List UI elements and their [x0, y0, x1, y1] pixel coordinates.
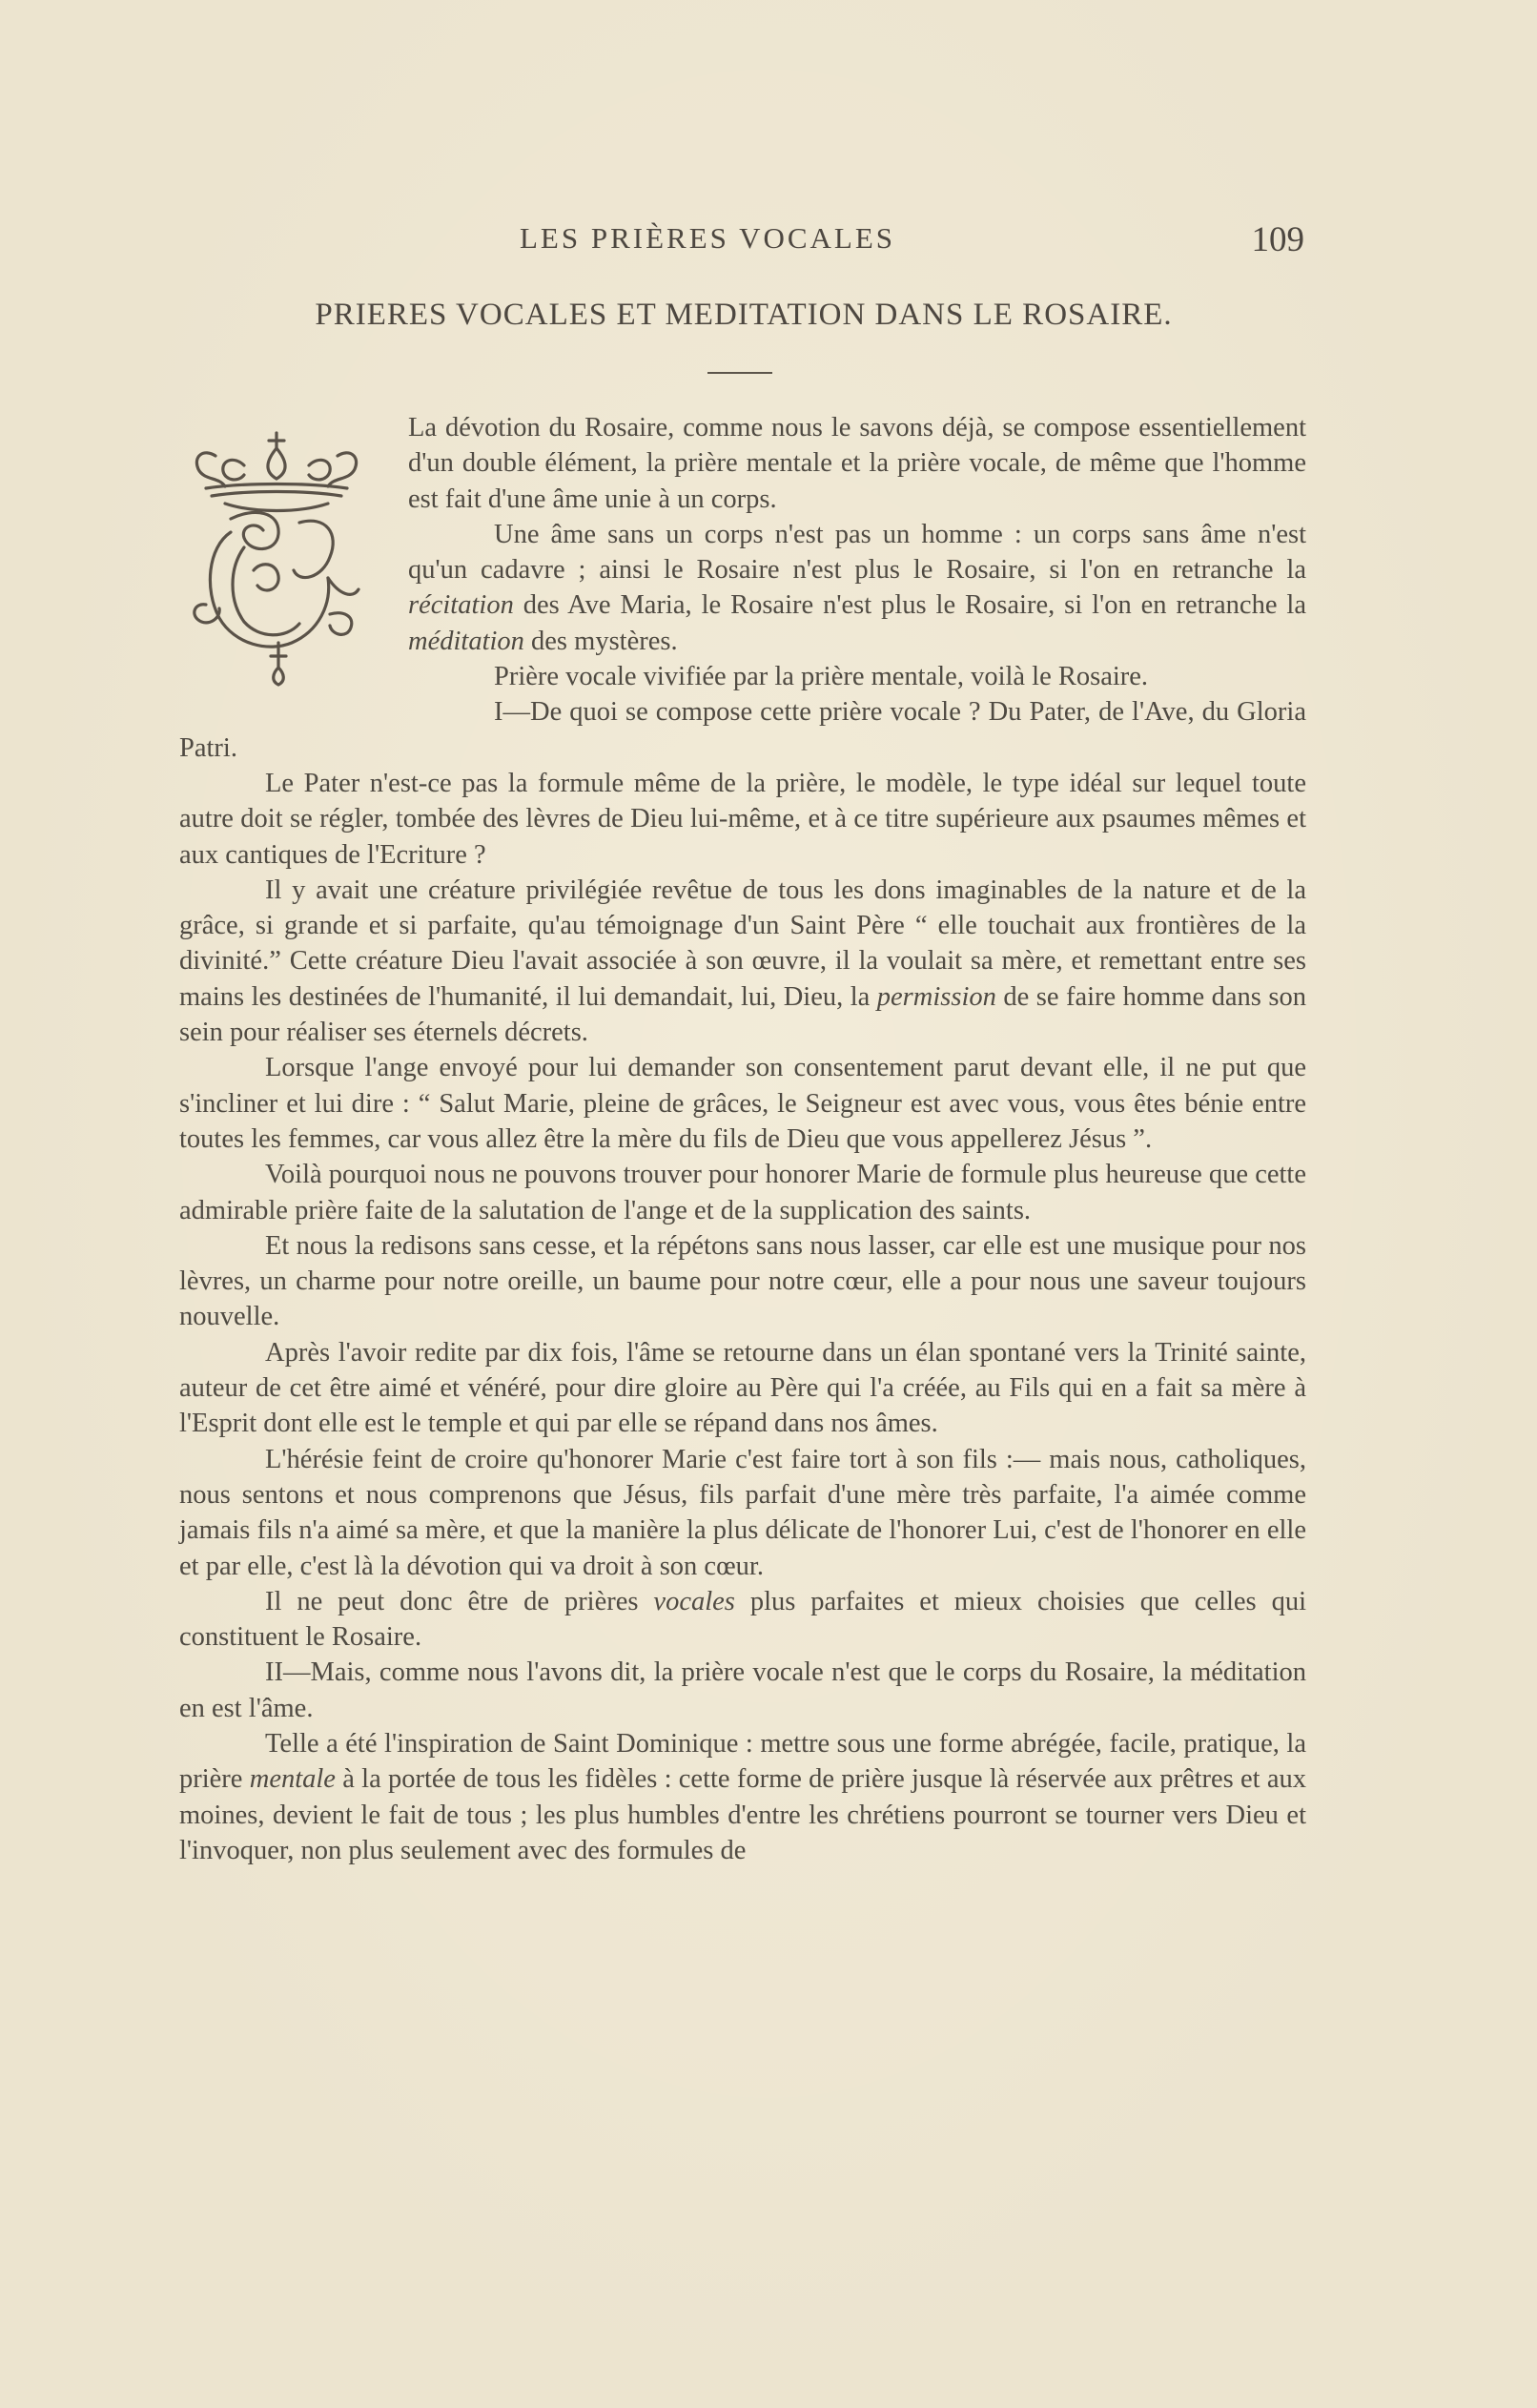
italic-run: mentale [249, 1764, 336, 1795]
paragraph [179, 1655, 1306, 1726]
title-rule-divider [707, 372, 772, 374]
text-run: Lorsque l'ange envoyé pour lui demander son consentement parut devant elle, il ne put que s'incliner et lui dire : “ Salut Marie, pleine de grâces, le Seigneur est avec vous, vous êtes bénie entre toutes les femmes, car vous allez être la mère du fils de Dieu que vous appellerez Jésus ”. [179, 1053, 1306, 1154]
page-number: 109 [1251, 220, 1304, 259]
running-title: LES PRIÈRES VOCALES [520, 221, 896, 255]
text-run: de se faire homme dans son sein pour réaliser ses éternels décrets. [179, 981, 1306, 1048]
paragraph [179, 1726, 1306, 1868]
italic-run: vocales [653, 1586, 735, 1616]
text-run: La dévotion du Rosaire, comme nous le savons déjà, se compose essentiellement d'un double élément, la prière mentale et la prière vocale, de même que l'homme est fait d'une âme unie à un corps. [408, 413, 1306, 514]
paragraph [179, 1050, 1306, 1157]
text-run: I—De quoi se compose cette prière vocale ? Du Pater, de l'Ave, du Gloria Patri. [179, 697, 1306, 763]
text-run: Voilà pourquoi nous ne pouvons trouver pour honorer Marie de formule plus heureuse que cette admirable prière faite de la salutation de l'ange et de la supplication des saints. [179, 1160, 1306, 1225]
italic-run: méditation [408, 626, 524, 656]
text-run: à la portée de tous les fidèles : cette forme de prière jusque là réservée aux prêtres et aux moines, devient le fait de tous ; les plus humbles d'entre les chrétiens pourront se tourner vers Dieu et l'invoquer, non plus seulement avec des formules de [179, 1764, 1307, 1865]
text-run: Il y avait une créature privilégiée revêtue de tous les dons imaginables de la nature et de la grâce, si grande et si parfaite, qu'au témoignage d'un Saint Père “ elle touchait aux frontières de la divinité.” Cette créature Dieu l'avait associée à son œuvre, il la voulait sa mère, et remettant entre ses mains les destinées de l'humanité, il lui demandait, lui, Dieu, la [179, 875, 1306, 1012]
paragraph [179, 766, 1306, 873]
paragraph [179, 1335, 1306, 1442]
italic-run: permission [876, 981, 996, 1012]
text-run: Après l'avoir redite par dix fois, l'âme se retourne dans un élan spontané vers la Trinité sainte, auteur de cet être aimé et vénéré, pour dire gloire au Père qui l'a créée, au Fils qui en a fait sa mère à l'Esprit dont elle est le temple et qui par elle se répand dans nos âmes. [179, 1337, 1306, 1439]
paragraph [179, 694, 1306, 766]
body-text [179, 410, 1306, 1868]
text-run: Le Pater n'est-ce pas la formule même de la prière, le modèle, le type idéal sur lequel toute autre doit se régler, tombée des lèvres de Dieu lui-même, et à ce titre supérieure aux psaumes mêmes et aux cantiques de l'Ecriture ? [179, 768, 1306, 870]
text-run: plus parfaites et mieux choisies que celles qui constituent le Rosaire. [179, 1586, 1306, 1653]
paragraph [179, 1157, 1306, 1228]
text-run: Il ne peut donc être de prières [265, 1586, 654, 1616]
chapter-title: PRIERES VOCALES ET MEDITATION DANS LE ROSAIRE. [315, 298, 1173, 332]
text-run: des mystères. [523, 626, 678, 656]
paragraph [179, 1442, 1306, 1584]
text-run: Telle a été l'inspiration de Saint Dominique : mettre sous une forme abrégée, facile, pratique, la prière [179, 1728, 1306, 1795]
text-run: L'hérésie feint de croire qu'honorer Marie c'est faire tort à son fils :— mais nous, catholiques, nous sentons et nous comprenons que Jésus, fils parfait d'une mère très parfaite, l'a aimée comme jamais fils n'a aimé sa mère, et que la manière la plus délicate de l'honorer Lui, c'est de l'honorer en elle et par elle, c'est là la dévotion qui va droit à son cœur. [179, 1444, 1306, 1581]
text-run: II—Mais, comme nous l'avons dit, la prière vocale n'est que le corps du Rosaire, la méditation en est l'âme. [179, 1657, 1306, 1723]
dropcap-space [179, 410, 408, 696]
text-run: Et nous la redisons sans cesse, et la répétons sans nous lasser, car elle est une musique pour nos lèvres, un charme pour notre oreille, un baume pour notre cœur, elle a pour nous une saveur toujours nouvelle. [179, 1230, 1306, 1332]
paragraph [179, 1584, 1306, 1656]
paragraph [179, 873, 1306, 1050]
text-run: des Ave Maria, le Rosaire n'est plus le Rosaire, si l'on en retranche la [513, 590, 1306, 621]
italic-run: récitation [408, 590, 514, 621]
text-run: Prière vocale vivifiée par la prière mentale, voilà le Rosaire. [494, 662, 1149, 692]
paragraph [179, 1228, 1306, 1335]
running-head [181, 221, 1306, 269]
text-run: Une âme sans un corps n'est pas un homme : un corps sans âme n'est qu'un cadavre ; ainsi le Rosaire n'est plus le Rosaire, si l'on en retranche la [408, 519, 1306, 586]
